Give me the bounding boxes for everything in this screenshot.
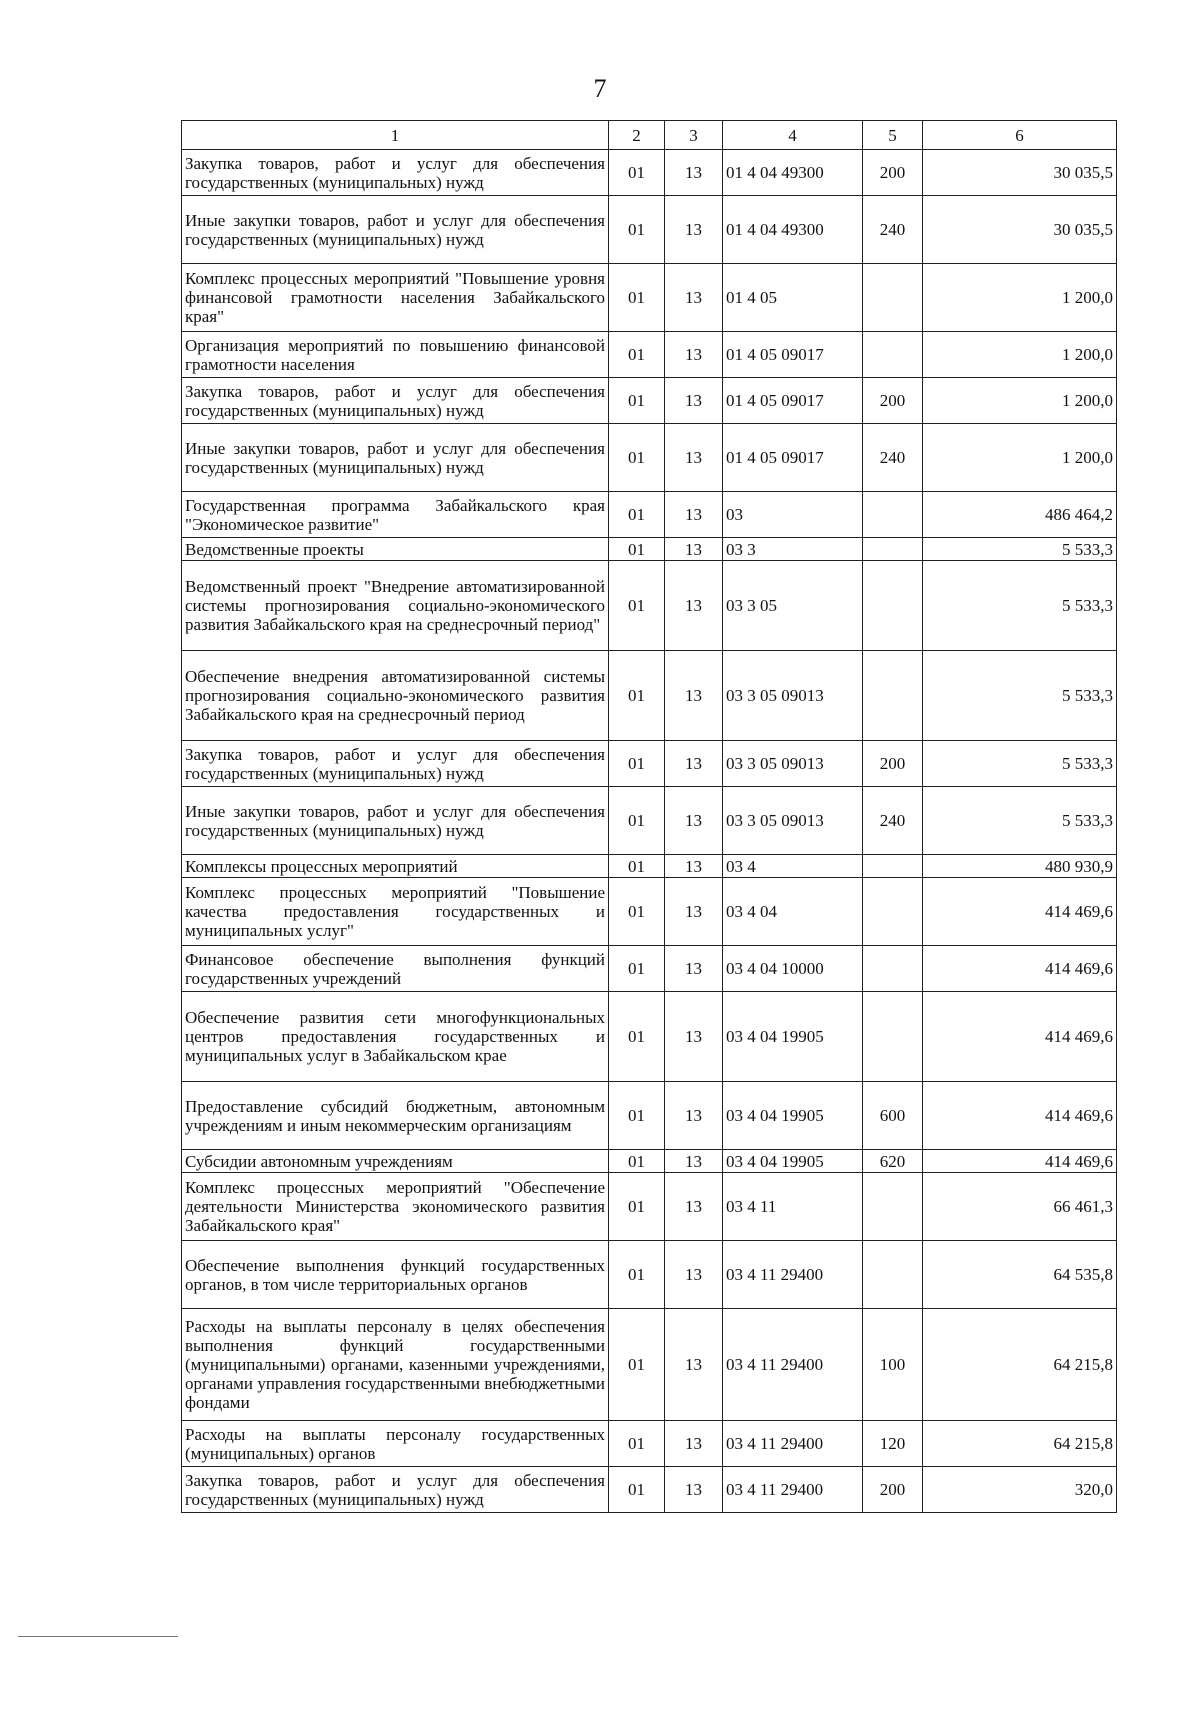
row-section: 01 xyxy=(609,787,665,855)
row-name: Обеспечение развития сети многофункциональных центров предоставления государственных и муниципальных услуг в Забайкальском крае xyxy=(182,992,609,1082)
row-target-article: 03 4 11 29400 xyxy=(723,1421,863,1467)
row-name: Финансовое обеспечение выполнения функций государственных учреждений xyxy=(182,946,609,992)
row-subsection: 13 xyxy=(665,741,723,787)
table-row xyxy=(182,378,1117,424)
table-row xyxy=(182,787,1117,855)
table-row xyxy=(182,1173,1117,1241)
table-row xyxy=(182,992,1117,1082)
row-subsection: 13 xyxy=(665,1150,723,1173)
row-section: 01 xyxy=(609,378,665,424)
row-subsection: 13 xyxy=(665,992,723,1082)
row-amount: 414 469,6 xyxy=(923,992,1117,1082)
table-row xyxy=(182,1241,1117,1309)
row-target-article: 03 3 xyxy=(723,538,863,561)
row-target-article: 03 4 11 29400 xyxy=(723,1467,863,1513)
row-subsection: 13 xyxy=(665,878,723,946)
row-section: 01 xyxy=(609,1467,665,1513)
row-amount: 64 215,8 xyxy=(923,1309,1117,1421)
row-amount: 5 533,3 xyxy=(923,741,1117,787)
row-name: Комплекс процессных мероприятий "Повышение качества предоставления государственных и муниципальных услуг" xyxy=(182,878,609,946)
row-amount: 64 535,8 xyxy=(923,1241,1117,1309)
table-row xyxy=(182,538,1117,561)
row-expense-type: 200 xyxy=(863,741,923,787)
row-expense-type: 600 xyxy=(863,1082,923,1150)
row-target-article: 03 4 xyxy=(723,855,863,878)
table-row xyxy=(182,651,1117,741)
row-expense-type: 200 xyxy=(863,150,923,196)
row-subsection: 13 xyxy=(665,196,723,264)
row-expense-type xyxy=(863,992,923,1082)
row-expense-type xyxy=(863,561,923,651)
table-row xyxy=(182,855,1117,878)
budget-table-body xyxy=(182,121,1117,1513)
row-amount: 30 035,5 xyxy=(923,150,1117,196)
row-section: 01 xyxy=(609,1421,665,1467)
column-header: 4 xyxy=(723,121,863,150)
table-row xyxy=(182,878,1117,946)
row-expense-type: 620 xyxy=(863,1150,923,1173)
table-row xyxy=(182,492,1117,538)
row-amount: 64 215,8 xyxy=(923,1421,1117,1467)
table-row xyxy=(182,1082,1117,1150)
row-subsection: 13 xyxy=(665,264,723,332)
row-target-article: 01 4 05 09017 xyxy=(723,378,863,424)
table-row xyxy=(182,741,1117,787)
row-expense-type: 240 xyxy=(863,787,923,855)
row-expense-type: 200 xyxy=(863,378,923,424)
row-subsection: 13 xyxy=(665,332,723,378)
row-target-article: 01 4 04 49300 xyxy=(723,196,863,264)
row-subsection: 13 xyxy=(665,1309,723,1421)
row-amount: 1 200,0 xyxy=(923,332,1117,378)
margin-line xyxy=(18,1636,178,1637)
table-row xyxy=(182,1421,1117,1467)
row-name: Ведомственные проекты xyxy=(182,538,609,561)
row-subsection: 13 xyxy=(665,787,723,855)
row-expense-type xyxy=(863,855,923,878)
table-header-row xyxy=(182,121,1117,150)
table-row xyxy=(182,150,1117,196)
row-expense-type xyxy=(863,878,923,946)
row-name: Закупка товаров, работ и услуг для обеспечения государственных (муниципальных) нужд xyxy=(182,150,609,196)
row-amount: 5 533,3 xyxy=(923,561,1117,651)
row-amount: 5 533,3 xyxy=(923,651,1117,741)
row-name: Расходы на выплаты персоналу государственных (муниципальных) органов xyxy=(182,1421,609,1467)
row-expense-type xyxy=(863,332,923,378)
row-name: Обеспечение выполнения функций государственных органов, в том числе территориальных органов xyxy=(182,1241,609,1309)
row-subsection: 13 xyxy=(665,561,723,651)
row-expense-type: 100 xyxy=(863,1309,923,1421)
page-number: 7 xyxy=(593,74,607,103)
table-row xyxy=(182,424,1117,492)
row-section: 01 xyxy=(609,1150,665,1173)
row-name: Закупка товаров, работ и услуг для обеспечения государственных (муниципальных) нужд xyxy=(182,741,609,787)
row-name: Комплекс процессных мероприятий "Обеспечение деятельности Министерства экономического развития Забайкальского края" xyxy=(182,1173,609,1241)
column-header: 5 xyxy=(863,121,923,150)
row-subsection: 13 xyxy=(665,492,723,538)
table-row xyxy=(182,946,1117,992)
column-header: 1 xyxy=(182,121,609,150)
row-target-article: 03 4 11 xyxy=(723,1173,863,1241)
row-name: Комплекс процессных мероприятий "Повышение уровня финансовой грамотности населения Забайкальского края" xyxy=(182,264,609,332)
row-section: 01 xyxy=(609,492,665,538)
row-subsection: 13 xyxy=(665,1173,723,1241)
row-section: 01 xyxy=(609,332,665,378)
row-amount: 5 533,3 xyxy=(923,538,1117,561)
row-subsection: 13 xyxy=(665,946,723,992)
row-subsection: 13 xyxy=(665,651,723,741)
row-section: 01 xyxy=(609,1082,665,1150)
row-target-article: 01 4 05 09017 xyxy=(723,424,863,492)
row-section: 01 xyxy=(609,264,665,332)
row-expense-type xyxy=(863,946,923,992)
row-section: 01 xyxy=(609,1241,665,1309)
row-name: Иные закупки товаров, работ и услуг для обеспечения государственных (муниципальных) нужд xyxy=(182,424,609,492)
row-expense-type: 200 xyxy=(863,1467,923,1513)
row-target-article: 03 3 05 09013 xyxy=(723,651,863,741)
row-target-article: 03 3 05 09013 xyxy=(723,741,863,787)
table-row xyxy=(182,561,1117,651)
row-target-article: 01 4 05 xyxy=(723,264,863,332)
row-subsection: 13 xyxy=(665,378,723,424)
row-name: Государственная программа Забайкальского края "Экономическое развитие" xyxy=(182,492,609,538)
row-name: Организация мероприятий по повышению финансовой грамотности населения xyxy=(182,332,609,378)
row-section: 01 xyxy=(609,946,665,992)
row-subsection: 13 xyxy=(665,1421,723,1467)
row-subsection: 13 xyxy=(665,424,723,492)
row-section: 01 xyxy=(609,855,665,878)
row-amount: 320,0 xyxy=(923,1467,1117,1513)
column-header: 3 xyxy=(665,121,723,150)
row-name: Иные закупки товаров, работ и услуг для обеспечения государственных (муниципальных) нужд xyxy=(182,196,609,264)
table-row xyxy=(182,1309,1117,1421)
row-expense-type: 240 xyxy=(863,424,923,492)
row-amount: 5 533,3 xyxy=(923,787,1117,855)
table-row xyxy=(182,196,1117,264)
row-amount: 1 200,0 xyxy=(923,264,1117,332)
row-amount: 480 930,9 xyxy=(923,855,1117,878)
table-row xyxy=(182,264,1117,332)
budget-table xyxy=(181,120,1117,1513)
row-section: 01 xyxy=(609,1309,665,1421)
row-name: Расходы на выплаты персоналу в целях обеспечения выполнения функций государственными (муниципальными) органами, казенными учреждениями, органами управления государственными внебюджетными фондами xyxy=(182,1309,609,1421)
row-name: Закупка товаров, работ и услуг для обеспечения государственных (муниципальных) нужд xyxy=(182,378,609,424)
row-section: 01 xyxy=(609,878,665,946)
row-section: 01 xyxy=(609,561,665,651)
table-row xyxy=(182,332,1117,378)
row-name: Ведомственный проект "Внедрение автоматизированной системы прогнозирования социально-экономического развития Забайкальского края на среднесрочный период" xyxy=(182,561,609,651)
table-row xyxy=(182,1467,1117,1513)
row-expense-type: 120 xyxy=(863,1421,923,1467)
row-amount: 414 469,6 xyxy=(923,1150,1117,1173)
row-amount: 1 200,0 xyxy=(923,378,1117,424)
row-amount: 486 464,2 xyxy=(923,492,1117,538)
row-section: 01 xyxy=(609,741,665,787)
row-subsection: 13 xyxy=(665,1241,723,1309)
row-target-article: 03 4 04 19905 xyxy=(723,992,863,1082)
row-section: 01 xyxy=(609,150,665,196)
row-name: Закупка товаров, работ и услуг для обеспечения государственных (муниципальных) нужд xyxy=(182,1467,609,1513)
row-section: 01 xyxy=(609,424,665,492)
row-target-article: 03 4 04 xyxy=(723,878,863,946)
row-target-article: 03 4 11 29400 xyxy=(723,1241,863,1309)
row-expense-type: 240 xyxy=(863,196,923,264)
row-expense-type xyxy=(863,264,923,332)
row-name: Предоставление субсидий бюджетным, автономным учреждениям и иным некоммерческим организациям xyxy=(182,1082,609,1150)
row-amount: 414 469,6 xyxy=(923,946,1117,992)
row-amount: 1 200,0 xyxy=(923,424,1117,492)
row-section: 01 xyxy=(609,651,665,741)
row-target-article: 03 4 04 10000 xyxy=(723,946,863,992)
row-subsection: 13 xyxy=(665,1467,723,1513)
row-amount: 66 461,3 xyxy=(923,1173,1117,1241)
row-target-article: 03 xyxy=(723,492,863,538)
row-subsection: 13 xyxy=(665,150,723,196)
row-section: 01 xyxy=(609,992,665,1082)
row-expense-type xyxy=(863,538,923,561)
column-header: 2 xyxy=(609,121,665,150)
row-name: Обеспечение внедрения автоматизированной системы прогнозирования социально-экономического развития Забайкальского края на среднесрочный период xyxy=(182,651,609,741)
row-name: Комплексы процессных мероприятий xyxy=(182,855,609,878)
row-expense-type xyxy=(863,1241,923,1309)
row-name: Субсидии автономным учреждениям xyxy=(182,1150,609,1173)
row-target-article: 03 4 11 29400 xyxy=(723,1309,863,1421)
row-section: 01 xyxy=(609,538,665,561)
row-target-article: 03 3 05 09013 xyxy=(723,787,863,855)
row-section: 01 xyxy=(609,1173,665,1241)
row-target-article: 01 4 05 09017 xyxy=(723,332,863,378)
row-name: Иные закупки товаров, работ и услуг для обеспечения государственных (муниципальных) нужд xyxy=(182,787,609,855)
row-subsection: 13 xyxy=(665,538,723,561)
row-expense-type xyxy=(863,1173,923,1241)
row-subsection: 13 xyxy=(665,855,723,878)
row-target-article: 03 4 04 19905 xyxy=(723,1150,863,1173)
row-target-article: 03 3 05 xyxy=(723,561,863,651)
row-expense-type xyxy=(863,492,923,538)
row-amount: 30 035,5 xyxy=(923,196,1117,264)
row-section: 01 xyxy=(609,196,665,264)
row-target-article: 01 4 04 49300 xyxy=(723,150,863,196)
row-target-article: 03 4 04 19905 xyxy=(723,1082,863,1150)
table-row xyxy=(182,1150,1117,1173)
column-header: 6 xyxy=(923,121,1117,150)
row-amount: 414 469,6 xyxy=(923,1082,1117,1150)
row-amount: 414 469,6 xyxy=(923,878,1117,946)
row-expense-type xyxy=(863,651,923,741)
row-subsection: 13 xyxy=(665,1082,723,1150)
